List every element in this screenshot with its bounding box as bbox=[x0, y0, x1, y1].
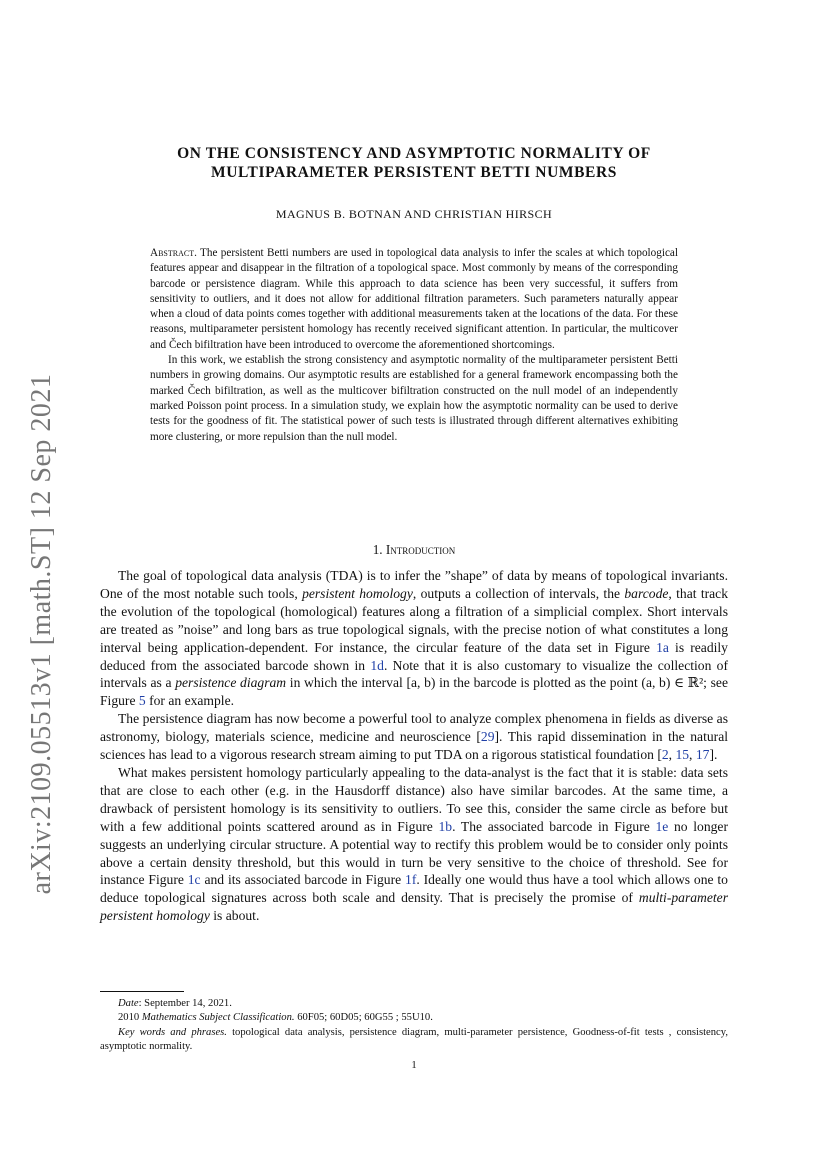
figure-ref-1e[interactable]: 1e bbox=[655, 818, 669, 834]
citation-2[interactable]: 2 bbox=[661, 747, 669, 763]
authors: MAGNUS B. BOTNAN AND CHRISTIAN HIRSCH bbox=[275, 207, 553, 221]
figure-ref-1a[interactable]: 1a bbox=[656, 639, 669, 655]
abstract-paragraph-2: In this work, we establish the strong consistency and asymptotic normality of the multiparameter persistent Betti numbers in growing domains. Our asymptotic results are established for a general framework encompassing both the marked Čech bifiltration, as well as the multicover bifiltration constructed on the null model of an independently marked Poisson point process. In a simulation study, we explain how the asymptotic normality can be used to derive tests for the goodness of fit. The statistical power of such tests is illustrated through different alternatives exhibiting more clustering, or more repulsion than the null model. bbox=[150, 354, 678, 443]
footnote-msc: 2010 Mathematics Subject Classification. 60F05; 60D05; 60G55 ; 55U10. bbox=[118, 1012, 433, 1024]
paragraph-1: The goal of topological data analysis (TDA) is to infer the ”shape” of data by means of topological invariants. One of the most notable such tools, persistent homology, outputs a collection of intervals, the barcode, that track the evolution of the topological (homological) features along a filtration of a simplicial complex. Short intervals are treated as ”noise” and long bars as true topological signals, with the precise notion of what constitutes a long interval being application-dependent. For instance, the circular feature of the data set in Figure 1a is readily deduced from the associated barcode shown in 1d. Note that it is also customary to visualize the collection of intervals as a persistence diagram in which the interval [a, b) in the barcode is plotted as the point (a, b) ∈ ℝ²; see Figure 5 for an example. bbox=[100, 568, 729, 709]
body-text bbox=[100, 567, 728, 925]
page-number: 1 bbox=[411, 1060, 417, 1071]
figure-ref-5[interactable]: 5 bbox=[138, 693, 146, 709]
paper-title bbox=[100, 144, 728, 182]
footnote-date: Date: September 14, 2021. bbox=[118, 998, 232, 1009]
abstract-label: Abstract. bbox=[150, 247, 197, 259]
title-line-1: ON THE CONSISTENCY AND ASYMPTOTIC NORMALITY OF bbox=[177, 145, 651, 162]
citation-29[interactable]: 29 bbox=[480, 729, 495, 745]
section-heading: 1. Introduction bbox=[372, 542, 456, 557]
citation-15[interactable]: 15 bbox=[675, 747, 690, 763]
figure-ref-1f[interactable]: 1f bbox=[405, 872, 417, 888]
footnote-keywords: Key words and phrases. topological data analysis, persistence diagram, multi-parameter persistence, Goodness-of-fit tests , consistency, asymptotic normality. bbox=[100, 1026, 728, 1053]
footnotes bbox=[100, 997, 728, 1055]
arxiv-identifier: arXiv:2109.05513v1 [math.ST] 12 Sep 2021 bbox=[26, 373, 57, 895]
footnote-rule bbox=[100, 991, 184, 992]
citation-17[interactable]: 17 bbox=[695, 747, 710, 763]
paragraph-2: The persistence diagram has now become a powerful tool to analyze complex phenomena in fields as diverse as astronomy, biology, materials science, medicine and neuroscience [29]. This rapid dissemination in the natural sciences has lead to a vigorous research stream aiming to put TDA on a rigorous statistical foundation [2, 15, 17]. bbox=[100, 711, 729, 763]
title-line-2: MULTIPARAMETER PERSISTENT BETTI NUMBERS bbox=[211, 164, 617, 181]
abstract-paragraph-1: Abstract. The persistent Betti numbers are used in topological data analysis to infer the scales at which topological features appear and disappear in the filtration of a topological space. Most commonly by means of the corresponding barcode or persistence diagram. While this approach to data science has been very successful, it suffers from sensitivity to outliers, and it does not allow for additional filtration parameters. Such parameters naturally appear when a cloud of data points comes together with additional measurements taken at the locations of the data. For these reasons, multiparameter persistent homology has recently received significant attention. In particular, the multicover and Čech bifiltration have been introduced to overcome the aforementioned shortcomings. bbox=[150, 247, 678, 351]
figure-ref-1c[interactable]: 1c bbox=[187, 872, 201, 888]
figure-ref-1d[interactable]: 1d bbox=[370, 657, 384, 673]
abstract bbox=[150, 246, 678, 445]
figure-ref-1b[interactable]: 1b bbox=[438, 818, 453, 834]
paragraph-3: What makes persistent homology particularly appealing to the data-analyst is the fact that it is stable: data sets that are close to each other (e.g. in the Hausdorff distance) also have similar barcodes. At the same time, a drawback of persistent homology is its sensitivity to outliers. To see this, consider the same circle as before but with a few additional points scattered around as in Figure 1b. The associated barcode in Figure 1e no longer suggests an underlying circular structure. A potential way to rectify this problem would be to consider only points above a certain density threshold, but this would in turn be very sensitive to the choice of threshold. See for instance Figure 1c and its associated barcode in Figure 1f. Ideally one would thus have a tool which allows one to deduce topological signatures across both scale and density. That is precisely the promise of multi-parameter persistent homology is about. bbox=[100, 764, 728, 924]
